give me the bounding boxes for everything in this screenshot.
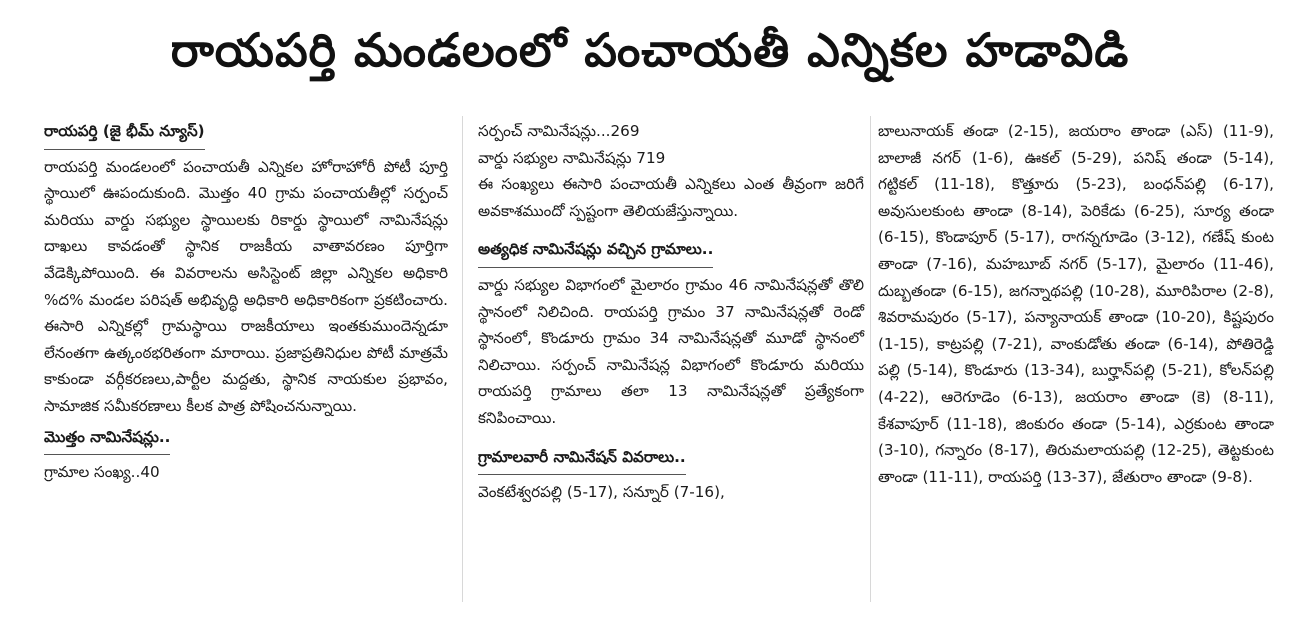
village-list-start: వెంకటేశ్వరపల్లి (5-17), సన్నూర్ (7-16), [478,483,725,502]
column-divider [870,116,871,602]
column-2 [478,118,864,506]
village-nomination-list: బాలునాయక్ తండా (2-15), జయరాం తాండా (ఎస్) (11-9), బాలాజీ నగర్ (1-6), ఊకల్ (5-29), పనిష్ తండా (5-14), గట్టికల్ (11-18), కొత్తూరు (5-23), బంధన్‌పల్లి (6-17), అవుసులకుంట తాండా (8-14), పెరికేడు (6-25), సూర్య తండా (6-15), కొండాపూర్ (5-17), రాగన్నగూడెం (3-12), గణేష్ కుంట తాండా (7-16), మహబూబ్ నగర్ (5-17), మైలారం (11-46), దుబ్బతండా (6-15), జగన్నాథపల్లి (10-28), మూరిపిరాల (2-8), శివరామపురం (5-17), పన్యానాయక్ తాండా (10-20), కిష్టపురం (1-15), కాట్రపల్లి (7-21), వాంకుడోతు తండా (6-14), పోతిరెడ్డి పల్లి (5-14), కొండూరు (13-34), బుర్హాన్‌పల్లి (5-21), కోలన్‌పల్లి (4-22), ఆరెగూడెం (6-13), జయరాం తాండా (కె) (8-11), కేశవాపూర్ (11-18), జింకురం తండా (5-14), ఎర్రకుంట తాండా (3-10), గన్నారం (8-17), తిరుమలాయపల్లి (12-25), తెట్టకుంట తాండా (11-11), రాయపర్తి (13-37), జేతురాం తాండా (9-8). [878,122,1274,486]
column-1 [44,118,448,486]
ward-nominations-count: వార్డు సభ్యుల నామినేషన్లు 719 [478,148,666,167]
villages-count: గ్రామాల సంఖ్య..40 [44,463,160,482]
intro-paragraph: రాయపర్తి మండలంలో పంచాయతీ ఎన్నికల హోరాహోరీ పోటీ పూర్తి స్థాయిలో ఊపందుకుంది. మొత్తం 40 గ్రామ పంచాయతీల్లో సర్పంచ్ మరియు వార్డు సభ్యుల స్థాయిలకు రికార్డు స్థాయిలో నామినేషన్లు దాఖలు కావడంతో స్థానిక రాజకీయ వాతావరణం పూర్తిగా వేడెక్కిపోయింది. ఈ వివరాలను అసిస్టెంట్ జిల్లా ఎన్నికల అధికారి %ద% మండల పరిషత్ అభివృద్ధి అధికారి అధికారికంగా ప్రకటించారు. ఈసారి ఎన్నికల్లో గ్రామస్థాయి రాజకీయాలు ఇంతకుముందెన్నడూ లేనంతగా ఉత్కంఠభరితంగా మారాయి. ప్రజాప్రతినిధుల పోటీ మాత్రమే కాకుండా వర్గీకరణలు,పార్టీల మద్దతు, స్థానిక నాయకుల ప్రభావం, సామాజిక సమీకరణాలు కీలక పాత్ర పోషించనున్నాయి. [44,157,448,415]
column-divider [462,116,463,602]
subheading-highest-nominations: అత్యధిక నామినేషన్లు వచ్చిన గ్రామాలు.. [478,236,713,268]
subheading-total-nominations: మొత్తం నామినేషన్లు.. [44,424,170,456]
dateline: రాయపర్తి (జై భీమ్ న్యూస్) [44,118,205,150]
subheading-village-wise: గ్రామాలవారీ నామినేషన్ వివరాలు.. [478,444,686,476]
sarpanch-nominations-count: సర్పంచ్ నామినేషన్లు...269 [478,122,640,140]
highest-nominations-paragraph: వార్డు సభ్యుల విభాగంలో మైలారం గ్రామం 46 నామినేషన్లతో తొలి స్థానంలో నిలిచింది. రాయపర్తి గ్రామం 37 నామినేషన్లతో రెండో స్థానంలో, కొండూరు గ్రామం 34 నామినేషన్లతో మూడో స్థానంలో నిలిచాయి. సర్పంచ్ నామినేషన్ల విభాగంలో కొండూరు మరియు రాయపర్తి గ్రామాలు తలా 13 నామినేషన్లతో ప్రత్యేకంగా కనిపించాయి. [478,275,864,427]
headline: రాయపర్తి మండలంలో పంచాయతీ ఎన్నికల హడావిడి [170,23,1130,77]
significance-paragraph: ఈ సంఖ్యలు ఈసారి పంచాయతీ ఎన్నికలు ఎంత తీవ్రంగా జరిగే అవకాశముందో స్పష్టంగా తెలియజేస్తున్నాయి. [478,175,864,220]
column-3 [878,118,1274,490]
